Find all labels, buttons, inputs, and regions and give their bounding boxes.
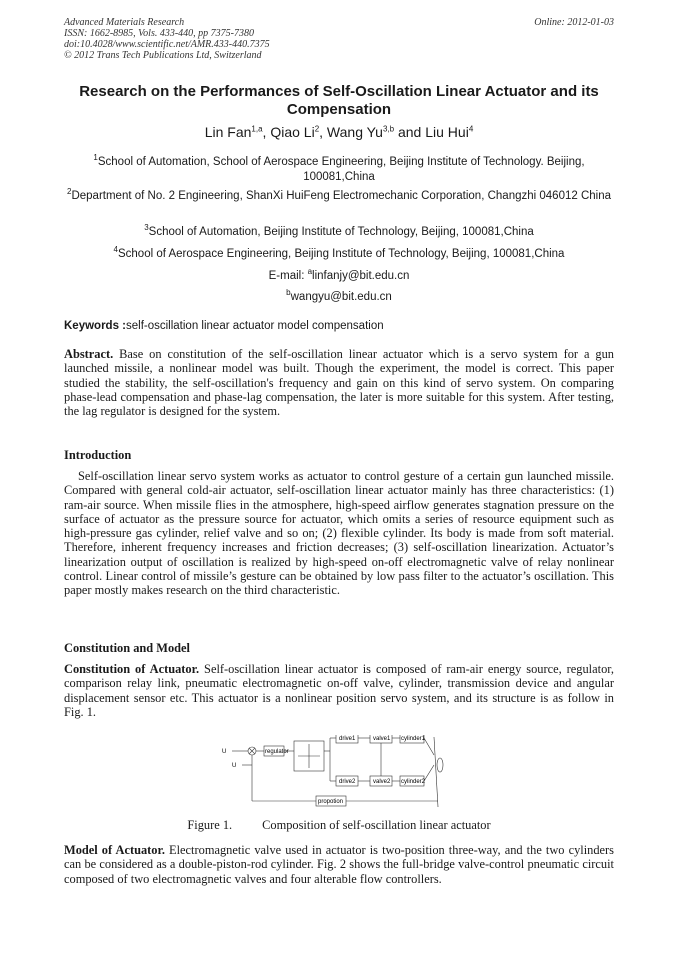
regulator-label: regulator (265, 749, 289, 755)
author: Lin Fan (204, 124, 252, 140)
keywords: Keywords :self-oscillation linear actuator model compensation (64, 320, 384, 332)
cylinder2-label: cylinder2 (401, 779, 426, 785)
issn: ISSN: 1662-8985, Vols. 433-440, pp 7375-7380 (64, 28, 254, 39)
figure-1-diagram (220, 735, 460, 813)
constitution-text: Constitution of Actuator. Self-oscillation linear actuator is composed of ram-air energy source, regulator, comparison relay link, pneumatic electromagnetic on-off valve, cylinder, transmission device and angular displacement sensor etc. This actuator is a nonlinear position servo system, and its structure is as follow in Fig. 1. (64, 662, 614, 719)
email-link[interactable]: wangyu@bit.edu.cn (290, 290, 392, 303)
online-date: Online: 2012-01-03 (534, 17, 614, 28)
proportion-label: propotion (318, 799, 344, 805)
doi: doi:10.4028/www.scientific.net/AMR.433-440.7375 (64, 39, 270, 50)
section-heading: Constitution and Model (64, 641, 190, 655)
affiliation: $^3$School of Automation, Beijing Institute of Technology, Beijing, 100081,China (144, 223, 534, 238)
author: Wang Yu (326, 124, 383, 140)
email-line: E-mail: $^a$linfanjy@bit.edu.cn (268, 267, 410, 282)
author: Qiao Li (270, 124, 315, 140)
drive2-label: drive2 (339, 779, 356, 785)
affiliation: $^1$School of Automation, School of Aerospace Engineering, Beijing Institute of Technology. Beijing, 100081,China (93, 153, 585, 183)
email-line: $^b$wangyu@bit.edu.cn (286, 288, 392, 303)
abstract: Abstract. Base on constitution of the self-oscillation linear actuator which is a servo system for a gun launched missile, a nonlinear model was built. Though the experiment, the model is correct. This paper studied the stability, the self-oscillation's frequency and gain on this kind of servo system. On comparing phase-lead compensation and phase-lag compensation, the later is more suitable for this system. After testing, the lag regulator is designed for the system. (64, 347, 614, 419)
introduction-text: Self-oscillation linear servo system works as actuator to control gesture of a certain gun launched missile. Compared with general cold-air actuator, self-oscillation linear actuator mainly has three characteristics: (1) ram-air source. When missile flies in the atmosphere, high-speed airflow generates stagnation pressure on the surface of actuator as the pressure source for actuator, which omits a series of resource equipment such as high-pressure gas cylinder, relief valve and so on; (2) flexible cylinder. Its body is made from soft material. Therefore, inherent frequency increases and friction decreases; (3) self-oscillation linearization. Actuator’s linearization output of oscillation is realized by high-speed on-off electromagnetic valve of relay nonlinear control. Linear control of missile’s gesture can be obtained by low pass filter to the actuator’s oscillation. This paper mostly makes research on the third characteristic. (64, 469, 614, 598)
journal-meta (64, 17, 270, 61)
model-text: Model of Actuator. Electromagnetic valve used in actuator is two-position three-way, and the two cylinders can be considered as a double-piston-rod cylinder. Fig. 2 shows the full-bridge valve-control pneumatic circuit composed of two electromagnetic valves and four alterable flow controllers. (64, 843, 614, 886)
input-label: U (222, 749, 227, 755)
author-list: Lin Fan$^{1,a}$, Qiao Li$^2$, Wang Yu$^{3,b}$ and Liu Hui$^4$ (204, 124, 474, 140)
valve1-label: valve1 (373, 736, 391, 742)
affiliation: $^2$Department of No. 2 Engineering, ShanXi HuiFeng Electromechanic Corporation, Changzhi 046012 China (67, 187, 611, 202)
figure-caption: Figure 1. Composition of self-oscillation linear actuator (187, 818, 491, 832)
copyright: © 2012 Trans Tech Publications Ltd, Switzerland (64, 50, 262, 61)
input-label: U (232, 763, 237, 769)
section-heading: Introduction (64, 448, 132, 462)
paper-title: Research on the Performances of Self-Oscillation Linear Actuator and its Compensation (79, 83, 599, 118)
journal-name: Advanced Materials Research (64, 17, 185, 28)
cylinder1-label: cylinder1 (401, 736, 426, 742)
author: Liu Hui (425, 124, 469, 140)
drive1-label: drive1 (339, 736, 356, 742)
affiliation: $^4$School of Aerospace Engineering, Beijing Institute of Technology, Beijing, 100081,China (113, 245, 565, 260)
email-link[interactable]: linfanjy@bit.edu.cn (312, 269, 410, 282)
valve2-label: valve2 (373, 779, 391, 785)
